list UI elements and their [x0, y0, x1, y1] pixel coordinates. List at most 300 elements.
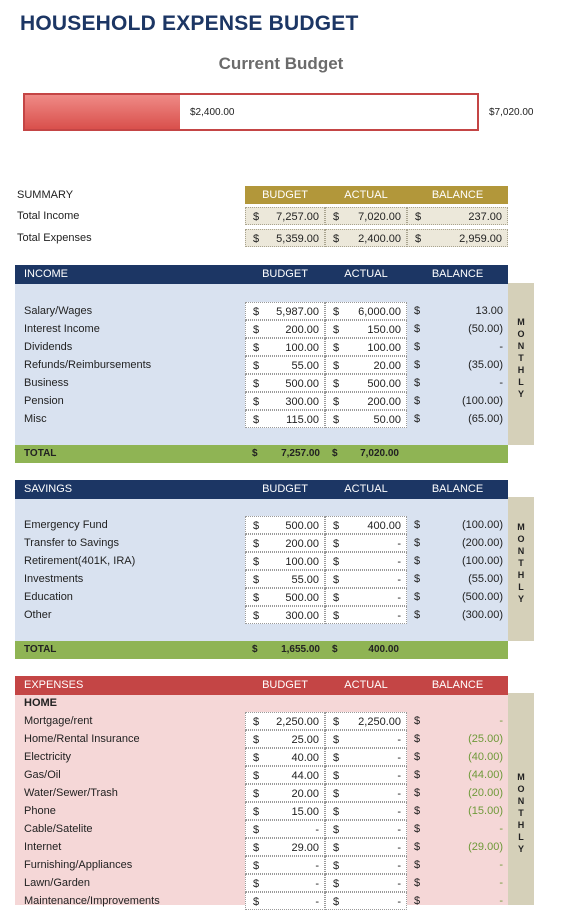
income-actual-cell[interactable]: [325, 374, 407, 392]
income-row-label: Salary/Wages: [24, 305, 93, 317]
expenses-actual-cell-value: 2,250.00: [358, 716, 401, 728]
income-row: [0, 320, 586, 338]
savings-actual-cell-currency: $: [333, 556, 340, 568]
savings-balance-cell: [407, 570, 508, 588]
summary-budget-cell-value: 5,359.00: [276, 233, 319, 245]
expenses-row-label: Gas/Oil: [24, 769, 61, 781]
savings-total-cur: $: [252, 644, 258, 655]
summary-budget-cell-value: 7,257.00: [276, 211, 319, 223]
expenses-actual-cell[interactable]: [325, 784, 407, 802]
income-balance-cell: [407, 374, 508, 392]
income-budget-cell-value: 300.00: [285, 396, 319, 408]
expenses-actual-cell-currency: $: [333, 842, 340, 854]
summary-budget-cell: [245, 207, 325, 225]
savings-balance-cell-currency: $: [414, 591, 421, 603]
savings-actual-cell-value: 400.00: [367, 520, 401, 532]
monthly-letter: N: [517, 341, 525, 351]
expenses-row: [0, 712, 586, 730]
expenses-actual-cell-currency: $: [333, 824, 340, 836]
expenses-row: [0, 892, 586, 910]
income-actual-cell-value: 150.00: [367, 324, 401, 336]
savings-actual-cell[interactable]: [325, 552, 407, 570]
expenses-actual-cell[interactable]: [325, 766, 407, 784]
expenses-balance-cell-value: -: [499, 877, 503, 889]
expenses-header: [15, 676, 508, 695]
savings-row-label: Education: [24, 591, 73, 603]
savings-budget-cell[interactable]: [245, 570, 325, 588]
expenses-budget-cell-currency: $: [253, 770, 260, 782]
savings-row-label: Transfer to Savings: [24, 537, 119, 549]
monthly-letter: M: [517, 772, 525, 782]
savings-row-label: Emergency Fund: [24, 519, 108, 531]
income-budget-cell-currency: $: [253, 360, 260, 372]
expenses-actual-cell-currency: $: [333, 734, 340, 746]
income-budget-cell-currency: $: [253, 396, 260, 408]
income-actual-cell-value: 20.00: [373, 360, 401, 372]
savings-row: [0, 588, 586, 606]
expenses-actual-cell-currency: $: [333, 860, 340, 872]
expenses-balance-cell: [407, 820, 508, 838]
expenses-budget-cell[interactable]: [245, 748, 325, 766]
expenses-group-row: [0, 694, 586, 712]
expenses-balance-cell-value: -: [499, 859, 503, 871]
summary-col-budget: BUDGET: [245, 186, 325, 204]
savings-row-label: Other: [24, 609, 52, 621]
income-actual-cell-currency: $: [333, 342, 340, 354]
budget-progress-bar: [23, 93, 479, 131]
expenses-budget-cell-value: 29.00: [291, 842, 319, 854]
summary-row: [0, 207, 586, 225]
savings-balance-cell-value: (100.00): [462, 555, 503, 567]
expenses-budget-cell[interactable]: [245, 874, 325, 892]
income-budget-cell-value: 115.00: [286, 414, 319, 426]
income-row: [0, 356, 586, 374]
income-row: [0, 410, 586, 428]
income-header: [15, 265, 508, 284]
income-balance-cell-value: (35.00): [468, 359, 503, 371]
expenses-col-budget: BUDGET: [262, 679, 308, 691]
expenses-balance-cell: [407, 856, 508, 874]
income-actual-cell[interactable]: [325, 356, 407, 374]
monthly-letter: H: [517, 570, 525, 580]
expenses-row-label: Electricity: [24, 751, 72, 763]
income-budget-cell-currency: $: [253, 378, 260, 390]
savings-balance-cell-currency: $: [414, 519, 421, 531]
expenses-actual-cell-currency: $: [333, 788, 340, 800]
income-budget-cell-value: 55.00: [291, 360, 319, 372]
page-subtitle: Current Budget: [218, 54, 344, 73]
expenses-balance-cell-value: (15.00): [468, 805, 503, 817]
expenses-row-label: Internet: [24, 841, 62, 853]
income-actual-cell[interactable]: [325, 410, 407, 428]
income-actual-cell-value: 200.00: [367, 396, 401, 408]
expenses-row-label: Maintenance/Improvements: [24, 895, 160, 907]
savings-budget-cell-value: 55.00: [291, 574, 319, 586]
income-balance-cell: [407, 302, 508, 320]
expenses-budget-cell-currency: $: [253, 752, 260, 764]
expenses-row: [0, 730, 586, 748]
expenses-actual-cell[interactable]: [325, 802, 407, 820]
savings-budget-cell-value: 200.00: [285, 538, 319, 550]
income-actual-cell-value: 100.00: [367, 342, 401, 354]
expenses-row: [0, 874, 586, 892]
savings-balance-cell-currency: $: [414, 537, 421, 549]
expenses-budget-cell-currency: $: [253, 734, 260, 746]
expenses-balance-cell-value: (25.00): [468, 733, 503, 745]
expenses-balance-cell-currency: $: [414, 787, 421, 799]
summary-col-actual: ACTUAL: [325, 186, 407, 204]
summary-label: SUMMARY: [17, 189, 74, 201]
savings-row: [0, 552, 586, 570]
income-budget-cell-value: 100.00: [285, 342, 319, 354]
monthly-letter: O: [517, 784, 525, 794]
expenses-budget-cell-value: 25.00: [291, 734, 319, 746]
income-total-cur2: $: [332, 448, 338, 459]
expenses-budget-cell-currency: $: [253, 896, 260, 908]
monthly-letter: O: [517, 329, 525, 339]
expenses-col-balance: BALANCE: [431, 679, 484, 691]
savings-budget-cell-value: 500.00: [285, 520, 319, 532]
income-actual-cell-currency: $: [333, 306, 340, 318]
summary-row: [0, 229, 586, 247]
expenses-actual-cell-value: -: [397, 806, 401, 818]
expenses-row-label: Furnishing/Appliances: [24, 859, 133, 871]
income-budget-cell-value: 500.00: [285, 378, 319, 390]
income-budget-cell-value: 5,987.00: [276, 306, 319, 318]
expenses-budget-cell-value: -: [315, 878, 319, 890]
savings-total-budget: 1,655.00: [281, 644, 320, 655]
savings-row-label: Retirement(401K, IRA): [24, 555, 136, 567]
monthly-letter: L: [518, 832, 524, 842]
income-actual-cell-currency: $: [333, 414, 340, 426]
income-balance-cell-value: (100.00): [462, 395, 503, 407]
income-budget-cell[interactable]: [245, 374, 325, 392]
savings-budget-cell-currency: $: [253, 538, 260, 550]
expenses-balance-cell-currency: $: [414, 877, 421, 889]
income-balance-cell-currency: $: [414, 395, 421, 407]
income-balance-cell-currency: $: [414, 341, 421, 353]
expenses-group-label: HOME: [24, 697, 57, 709]
monthly-letter: N: [517, 796, 525, 806]
income-budget-cell[interactable]: [245, 356, 325, 374]
income-actual-cell-currency: $: [333, 360, 340, 372]
savings-budget-cell-value: 500.00: [285, 592, 319, 604]
expenses-balance-cell: [407, 802, 508, 820]
expenses-section-label: EXPENSES: [24, 679, 84, 691]
expenses-balance-cell-value: (29.00): [468, 841, 503, 853]
monthly-letter: M: [517, 522, 525, 532]
savings-actual-cell-currency: $: [333, 610, 340, 622]
expenses-budget-cell[interactable]: [245, 892, 325, 910]
expenses-row: [0, 766, 586, 784]
progress-total-label: $7,020.00: [489, 107, 534, 118]
expenses-actual-cell[interactable]: [325, 730, 407, 748]
savings-actual-cell-value: -: [397, 574, 401, 586]
income-balance-cell-value: (65.00): [468, 413, 503, 425]
expenses-row-label: Cable/Satelite: [24, 823, 93, 835]
income-row-label: Refunds/Reimbursements: [24, 359, 152, 371]
income-total-actual: 7,020.00: [360, 448, 399, 459]
savings-actual-cell-currency: $: [333, 538, 340, 550]
expenses-actual-cell[interactable]: [325, 820, 407, 838]
income-balance-cell-currency: $: [414, 413, 421, 425]
savings-budget-cell-currency: $: [253, 610, 260, 622]
monthly-letter: Y: [517, 594, 524, 604]
monthly-letter: T: [518, 558, 524, 568]
expenses-budget-cell-currency: $: [253, 860, 260, 872]
income-balance-cell: [407, 410, 508, 428]
expenses-balance-cell: [407, 838, 508, 856]
expenses-budget-cell-currency: $: [253, 788, 260, 800]
income-balance-cell: [407, 320, 508, 338]
income-budget-cell[interactable]: [245, 410, 325, 428]
summary-balance-cell: [407, 229, 508, 247]
expenses-budget-cell[interactable]: [245, 730, 325, 748]
savings-balance-cell-value: (500.00): [462, 591, 503, 603]
savings-header: [15, 480, 508, 499]
savings-col-balance: BALANCE: [431, 483, 484, 495]
savings-balance-cell: [407, 588, 508, 606]
expenses-budget-cell[interactable]: [245, 856, 325, 874]
income-balance-cell-value: (50.00): [468, 323, 503, 335]
expenses-actual-cell-value: -: [397, 860, 401, 872]
summary-budget-cell-currency: $: [253, 211, 260, 223]
expenses-balance-cell: [407, 892, 508, 910]
expenses-budget-cell[interactable]: [245, 712, 325, 730]
savings-actual-cell-currency: $: [333, 520, 340, 532]
expenses-budget-cell[interactable]: [245, 820, 325, 838]
monthly-letter: T: [518, 353, 524, 363]
expenses-actual-cell-currency: $: [333, 716, 340, 728]
income-actual-cell-value: 50.00: [373, 414, 401, 426]
savings-actual-cell[interactable]: [325, 516, 407, 534]
savings-budget-cell[interactable]: [245, 552, 325, 570]
expenses-budget-cell-currency: $: [253, 842, 260, 854]
savings-budget-cell-currency: $: [253, 556, 260, 568]
savings-row: [0, 606, 586, 624]
income-section-label: INCOME: [24, 268, 68, 280]
expenses-actual-cell[interactable]: [325, 856, 407, 874]
expenses-budget-cell[interactable]: [245, 838, 325, 856]
savings-total-label: TOTAL: [24, 644, 57, 655]
expenses-row: [0, 838, 586, 856]
income-balance-cell-value: 13.00: [475, 305, 503, 317]
income-row-label: Dividends: [24, 341, 73, 353]
savings-balance-cell-currency: $: [414, 555, 421, 567]
income-actual-cell-value: 6,000.00: [358, 306, 401, 318]
savings-total-cur2: $: [332, 644, 338, 655]
income-actual-cell-currency: $: [333, 324, 340, 336]
income-budget-cell[interactable]: [245, 392, 325, 410]
income-row-label: Pension: [24, 395, 64, 407]
savings-row-label: Investments: [24, 573, 84, 585]
budget-progress-fill: [25, 95, 180, 129]
expenses-actual-cell-currency: $: [333, 770, 340, 782]
expenses-actual-cell-currency: $: [333, 878, 340, 890]
expenses-balance-cell: [407, 766, 508, 784]
summary-actual-cell-currency: $: [333, 233, 340, 245]
savings-actual-cell-currency: $: [333, 592, 340, 604]
expenses-balance-cell: [407, 748, 508, 766]
expenses-actual-cell[interactable]: [325, 712, 407, 730]
income-budget-cell-currency: $: [253, 324, 260, 336]
savings-section-label: SAVINGS: [24, 483, 73, 495]
income-total-budget: 7,257.00: [281, 448, 320, 459]
expenses-actual-cell-value: -: [397, 788, 401, 800]
page-title: HOUSEHOLD EXPENSE BUDGET: [20, 12, 359, 35]
monthly-letter: T: [518, 808, 524, 818]
income-budget-cell-currency: $: [253, 306, 260, 318]
expenses-actual-cell-value: -: [397, 842, 401, 854]
monthly-letter: N: [517, 546, 525, 556]
monthly-letter: M: [517, 317, 525, 327]
expenses-budget-cell-value: 40.00: [291, 752, 319, 764]
income-actual-cell[interactable]: [325, 302, 407, 320]
savings-balance-cell: [407, 534, 508, 552]
savings-actual-cell[interactable]: [325, 534, 407, 552]
savings-row: [0, 570, 586, 588]
expenses-row-label: Home/Rental Insurance: [24, 733, 140, 745]
income-balance-cell: [407, 392, 508, 410]
expenses-actual-cell-currency: $: [333, 752, 340, 764]
savings-balance-cell-currency: $: [414, 573, 421, 585]
savings-budget-cell[interactable]: [245, 588, 325, 606]
expenses-budget-cell-currency: $: [253, 878, 260, 890]
expenses-balance-cell-value: -: [499, 715, 503, 727]
expenses-balance-cell: [407, 874, 508, 892]
income-actual-cell[interactable]: [325, 392, 407, 410]
expenses-row: [0, 784, 586, 802]
income-row-label: Business: [24, 377, 69, 389]
expenses-row-label: Water/Sewer/Trash: [24, 787, 118, 799]
expenses-actual-cell-value: -: [397, 770, 401, 782]
summary-budget-cell: [245, 229, 325, 247]
monthly-letter: O: [517, 534, 525, 544]
expenses-budget-cell[interactable]: [245, 784, 325, 802]
monthly-letter: Y: [517, 389, 524, 399]
income-balance-cell-currency: $: [414, 305, 421, 317]
income-budget-cell[interactable]: [245, 302, 325, 320]
savings-budget-cell-currency: $: [253, 520, 260, 532]
monthly-letter: L: [518, 582, 524, 592]
expenses-row: [0, 748, 586, 766]
savings-actual-cell[interactable]: [325, 606, 407, 624]
savings-actual-cell[interactable]: [325, 588, 407, 606]
savings-balance-cell-value: (200.00): [462, 537, 503, 549]
income-actual-cell[interactable]: [325, 338, 407, 356]
income-row-label: Misc: [24, 413, 47, 425]
expenses-balance-cell-currency: $: [414, 769, 421, 781]
summary-actual-cell-value: 7,020.00: [358, 211, 401, 223]
expenses-budget-cell-value: -: [315, 896, 319, 908]
expenses-budget-cell-value: 20.00: [291, 788, 319, 800]
savings-actual-cell[interactable]: [325, 570, 407, 588]
expenses-actual-cell-value: -: [397, 824, 401, 836]
income-actual-cell-value: 500.00: [367, 378, 401, 390]
expenses-balance-cell-currency: $: [414, 823, 421, 835]
monthly-letter: Y: [517, 844, 524, 854]
expenses-actual-cell-value: -: [397, 896, 401, 908]
savings-total-actual: 400.00: [368, 644, 399, 655]
summary-balance-cell: [407, 207, 508, 225]
expenses-balance-cell-value: (44.00): [468, 769, 503, 781]
expenses-actual-cell-currency: $: [333, 806, 340, 818]
expenses-row-label: Mortgage/rent: [24, 715, 93, 727]
expenses-balance-cell-currency: $: [414, 733, 421, 745]
expenses-balance-cell-currency: $: [414, 859, 421, 871]
summary-row-label: Total Expenses: [17, 232, 92, 244]
summary-actual-cell-currency: $: [333, 211, 340, 223]
income-balance-cell-currency: $: [414, 377, 421, 389]
expenses-budget-cell-currency: $: [253, 824, 260, 836]
expenses-actual-cell-currency: $: [333, 896, 340, 908]
savings-budget-cell[interactable]: [245, 606, 325, 624]
expenses-balance-cell: [407, 730, 508, 748]
expenses-balance-cell-currency: $: [414, 715, 421, 727]
summary-budget-cell-currency: $: [253, 233, 260, 245]
savings-balance-cell-currency: $: [414, 609, 421, 621]
savings-row: [0, 516, 586, 534]
savings-total-row: [15, 641, 508, 659]
income-balance-cell-value: -: [499, 341, 503, 353]
savings-budget-cell-currency: $: [253, 574, 260, 586]
savings-budget-cell[interactable]: [245, 516, 325, 534]
income-actual-cell-currency: $: [333, 378, 340, 390]
expenses-balance-cell: [407, 712, 508, 730]
summary-balance-cell-currency: $: [415, 233, 422, 245]
savings-col-actual: ACTUAL: [344, 483, 388, 495]
income-row: [0, 302, 586, 320]
summary-balance-cell-value: 2,959.00: [459, 233, 502, 245]
expenses-budget-cell-value: 15.00: [291, 806, 319, 818]
income-row-label: Interest Income: [24, 323, 100, 335]
expenses-actual-cell[interactable]: [325, 748, 407, 766]
income-balance-cell-value: -: [499, 377, 503, 389]
expenses-actual-cell[interactable]: [325, 838, 407, 856]
expenses-budget-cell[interactable]: [245, 766, 325, 784]
expenses-balance-cell: [407, 784, 508, 802]
expenses-actual-cell[interactable]: [325, 874, 407, 892]
income-budget-cell[interactable]: [245, 338, 325, 356]
monthly-letter: H: [517, 820, 525, 830]
savings-balance-cell-value: (55.00): [468, 573, 503, 585]
savings-budget-cell-value: 300.00: [285, 610, 319, 622]
expenses-col-actual: ACTUAL: [344, 679, 388, 691]
expenses-budget-cell[interactable]: [245, 802, 325, 820]
expenses-balance-cell-value: -: [499, 823, 503, 835]
savings-budget-cell[interactable]: [245, 534, 325, 552]
expenses-balance-cell-value: -: [499, 895, 503, 907]
income-balance-cell: [407, 338, 508, 356]
savings-col-budget: BUDGET: [262, 483, 308, 495]
income-budget-cell-currency: $: [253, 342, 260, 354]
savings-budget-cell-currency: $: [253, 592, 260, 604]
income-budget-cell[interactable]: [245, 320, 325, 338]
expenses-budget-cell-currency: $: [253, 806, 260, 818]
expenses-balance-cell-currency: $: [414, 805, 421, 817]
income-row: [0, 374, 586, 392]
savings-actual-cell-value: -: [397, 592, 401, 604]
summary-col-balance: BALANCE: [407, 186, 508, 204]
expenses-row-label: Phone: [24, 805, 56, 817]
savings-balance-cell: [407, 552, 508, 570]
income-row: [0, 392, 586, 410]
summary-row-label: Total Income: [17, 210, 80, 222]
expenses-actual-cell[interactable]: [325, 892, 407, 910]
income-total-row: [15, 445, 508, 463]
income-actual-cell[interactable]: [325, 320, 407, 338]
income-col-balance: BALANCE: [431, 268, 484, 280]
